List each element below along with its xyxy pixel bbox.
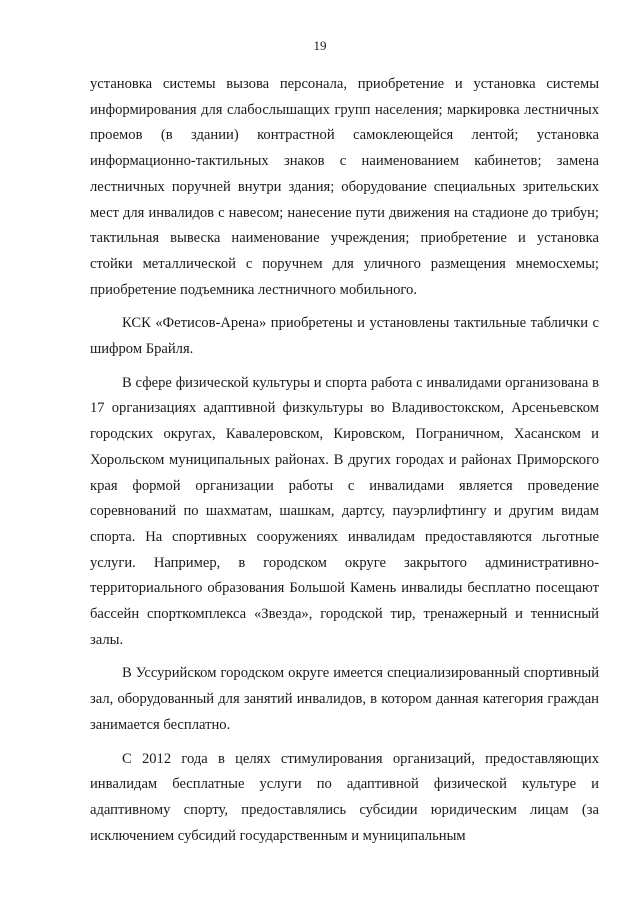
paragraph-2: КСК «Фетисов-Арена» приобретены и установлены тактильные таблички с шифром Брайля. bbox=[90, 315, 599, 358]
paragraph-3: В сфере физической культуры и спорта работа с инвалидами организована в 17 организациях адаптивной физкультуры во Владивостокском, Арсеньевском городских округах, Кавалеровском, Кировском, Пограничном, Хасанском и Хорольском муниципальных районах. В других городах и районах Приморского края формой организации работы с инвалидами является проведение соревнований по шахматам, шашкам, дартсу, пауэрлифтингу и другим видам спорта. На спортивных сооружениях инвалидам предоставляются льготные услуги. Например, в городском округе закрытого административно-территориального образования Большой Камень инвалиды бесплатно посещают бассейн спорткомплекса «Звезда», городской тир, тренажерный и теннисный залы. bbox=[90, 374, 599, 648]
page-number: 19 bbox=[313, 38, 327, 53]
paragraph-4: В Уссурийском городском округе имеется специализированный спортивный зал, оборудованный для занятий инвалидов, в котором данная категория граждан занимается бесплатно. bbox=[90, 665, 599, 733]
paragraph-1: установка системы вызова персонала, приобретение и установка системы информирования для слабослышащих групп населения; маркировка лестничных проемов (в здании) контрастной самоклеющейся лентой; установка информационно-тактильных знаков с наименованием кабинетов; замена лестничных поручней внутри здания; оборудование специальных зрительских мест для инвалидов с навесом; нанесение пути движения на стадионе до трибун; тактильная вывеска наименование учреждения; приобретение и установка стойки металлической с поручнем для уличного размещения мнемосхемы; приобретение подъемника лестничного мобильного. bbox=[90, 76, 599, 298]
paragraph-5: С 2012 года в целях стимулирования организаций, предоставляющих инвалидам бесплатные услуги по адаптивной физической культуре и адаптивному спорту, предоставлялись субсидии юридическим лицам (за исключением субсидий государственным и муниципальным bbox=[90, 750, 599, 844]
document-body bbox=[90, 72, 599, 857]
